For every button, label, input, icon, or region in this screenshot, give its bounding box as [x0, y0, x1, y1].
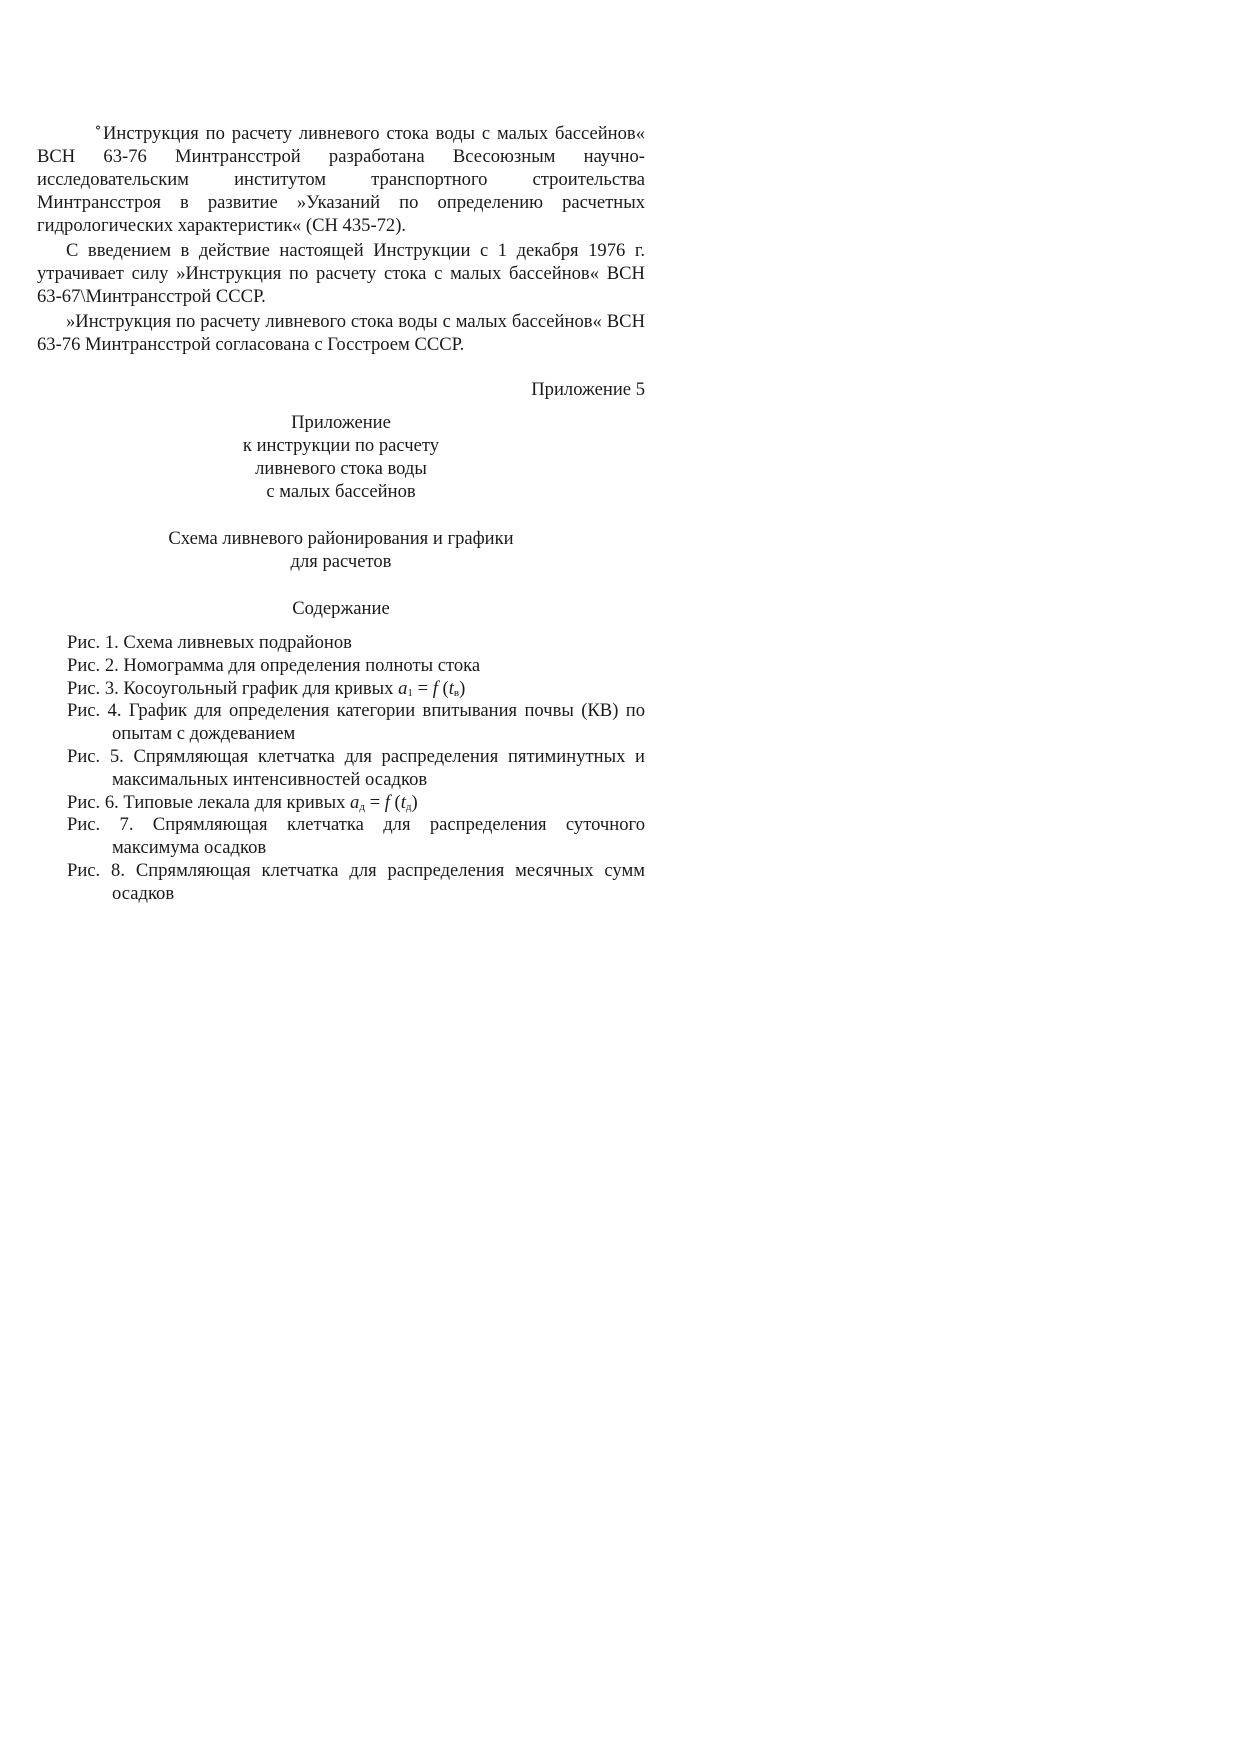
- intro-paragraph-1-text: Инструкция по расчету ливневого стока воды с малых бассейнов« ВСН 63-76 Минтрансстрой разработана Всесоюзным научно-исследовательским институтом транспортного строительства Минтрансстроя в развитие »Указаний по определению расчетных гидрологических характеристик« (СН 435-72).: [37, 123, 645, 236]
- formula: $a_1 = f$ $(t_в)$: [398, 677, 466, 699]
- toc-item: Рис. 8. Спрямляющая клетчатка для распределения месячных сумм осадков: [67, 859, 645, 904]
- contents-title: Содержание: [292, 598, 390, 619]
- schema-title-line: Схема ливневого районирования и графики: [168, 528, 514, 549]
- toc-item: Рис. 2. Номограмма для определения полноты стока: [67, 654, 481, 676]
- toc-item: Рис. 5. Спрямляющая клетчатка для распределения пятиминутных и максимальных интенсивностей осадков: [67, 745, 645, 790]
- toc-item: Рис. 1. Схема ливневых подрайонов: [67, 632, 352, 653]
- appendix-heading-line: Приложение: [291, 412, 391, 433]
- toc-item: Рис. 4. График для определения категории впитывания почвы (КВ) по опытам с дождеванием: [67, 700, 645, 745]
- appendix-label: Приложение 5: [531, 379, 645, 400]
- intro-paragraph-2: С введением в действие настоящей Инструкции с 1 декабря 1976 г. утрачивает силу »Инструкция по расчету стока с малых бассейнов« ВСН 63-67\Минтрансстрой СССР.: [37, 240, 645, 307]
- toc-item: Рис. 3. Косоугольный график для кривых $a_1 = f$ $(t_в)$: [67, 677, 466, 699]
- appendix-heading-line: с малых бассейнов: [266, 481, 416, 502]
- appendix-heading-block: [37, 411, 645, 503]
- formula: $a_д = f$ $(t_д)$: [350, 791, 418, 813]
- document-page: [37, 120, 645, 906]
- intro-paragraph-3: »Инструкция по расчету ливневого стока воды с малых бассейнов« ВСН 63-76 Минтрансстрой согласована с Госстроем СССР.: [37, 311, 645, 355]
- degree-bullet-icon: °: [95, 124, 101, 138]
- intro-paragraph-1: [37, 120, 645, 237]
- toc-item: Рис. 6. Типовые лекала для кривых $a_д = f$ $(t_д)$: [67, 791, 418, 813]
- table-of-contents: [67, 632, 645, 906]
- appendix-heading-line: ливневого стока воды: [255, 458, 427, 479]
- appendix-heading-line: к инструкции по расчету: [242, 435, 440, 456]
- schema-title-line: для расчетов: [290, 551, 392, 572]
- toc-item: Рис. 7. Спрямляющая клетчатка для распределения суточного максимума осадков: [67, 814, 645, 859]
- schema-title: [37, 527, 645, 573]
